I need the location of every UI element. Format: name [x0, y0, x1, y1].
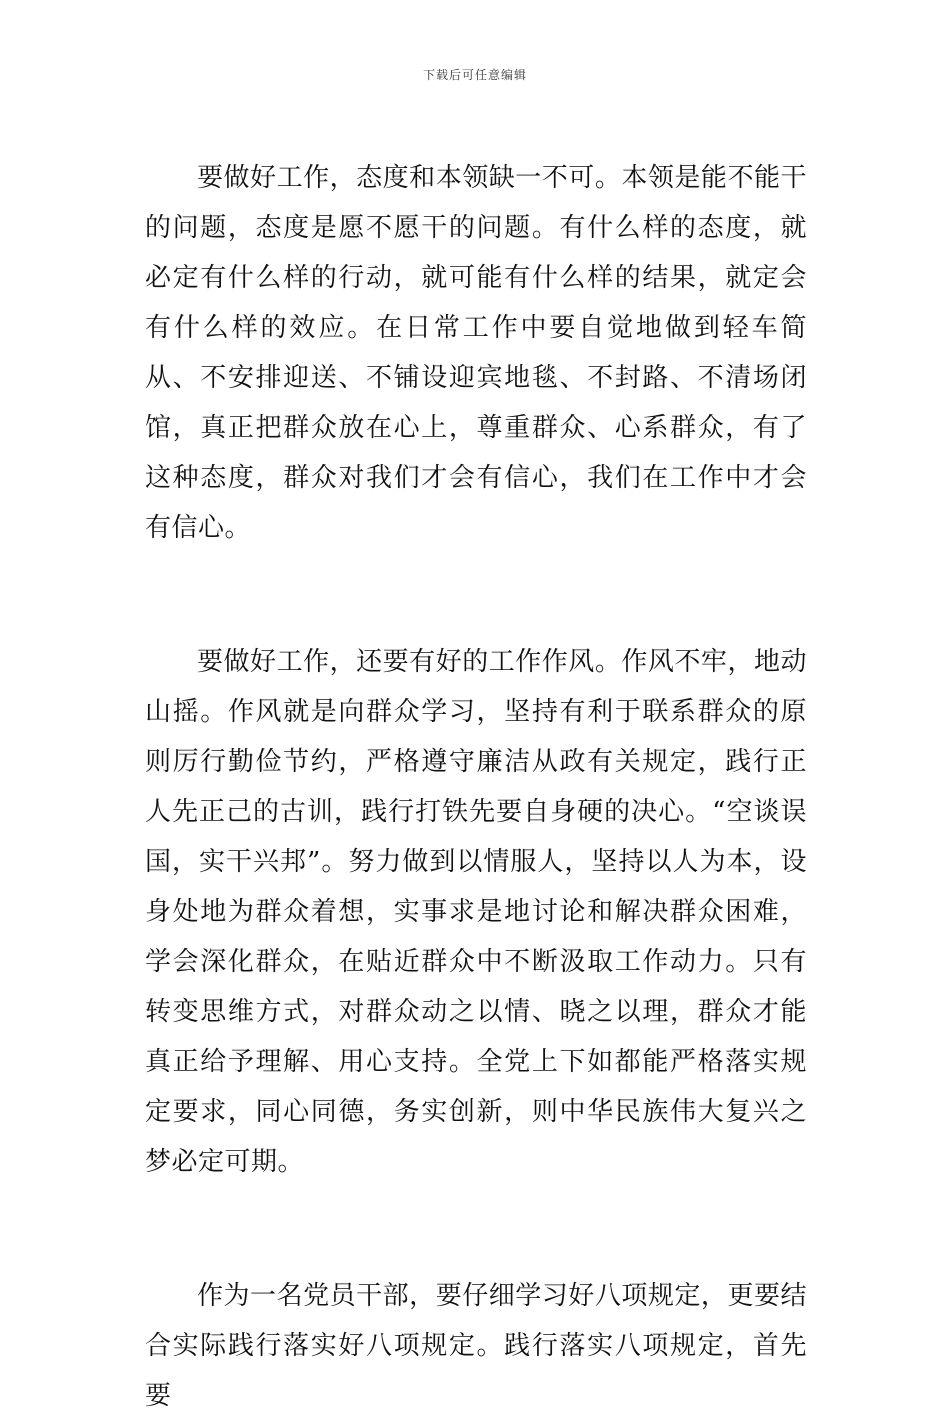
paragraph-1: 要做好工作，态度和本领缺一不可。本领是能不能干的问题，态度是愿不愿干的问题。有什么样的态度，就必定有什么样的行动，就可能有什么样的结果，就定会有什么样的效应。在日常工作中要自觉地做到轻车简从、不安排迎送、不铺设迎宾地毯、不封路、不清场闭馆，真正把群众放在心上，尊重群众、心系群众，有了这种态度，群众对我们才会有信心，我们在工作中才会有信心。 — [145, 163, 807, 543]
document-body — [145, 153, 807, 1421]
page-header: 下载后可任意编辑 — [422, 68, 527, 82]
paragraph-3: 作为一名党员干部，要仔细学习好八项规定，更要结合实际践行落实好八项规定。践行落实八项规定，首先要 — [145, 1281, 807, 1411]
paragraph-2: 要做好工作，还要有好的工作作风。作风不牢，地动山摇。作风就是向群众学习，坚持有利于联系群众的原则厉行勤俭节约，严格遵守廉洁从政有关规定，践行正人先正己的古训，践行打铁先要自身硬的决心。“空谈误国，实干兴邦”。努力做到以情服人，坚持以人为本，设身处地为群众着想，实事求是地讨论和解决群众困难，学会深化群众，在贴近群众中不断汲取工作动力。只有转变思维方式，对群众动之以情、晓之以理，群众才能真正给予理解、用心支持。全党上下如都能严格落实规定要求，同心同德，务实创新，则中华民族伟大复兴之梦必定可期。 — [145, 647, 807, 1177]
